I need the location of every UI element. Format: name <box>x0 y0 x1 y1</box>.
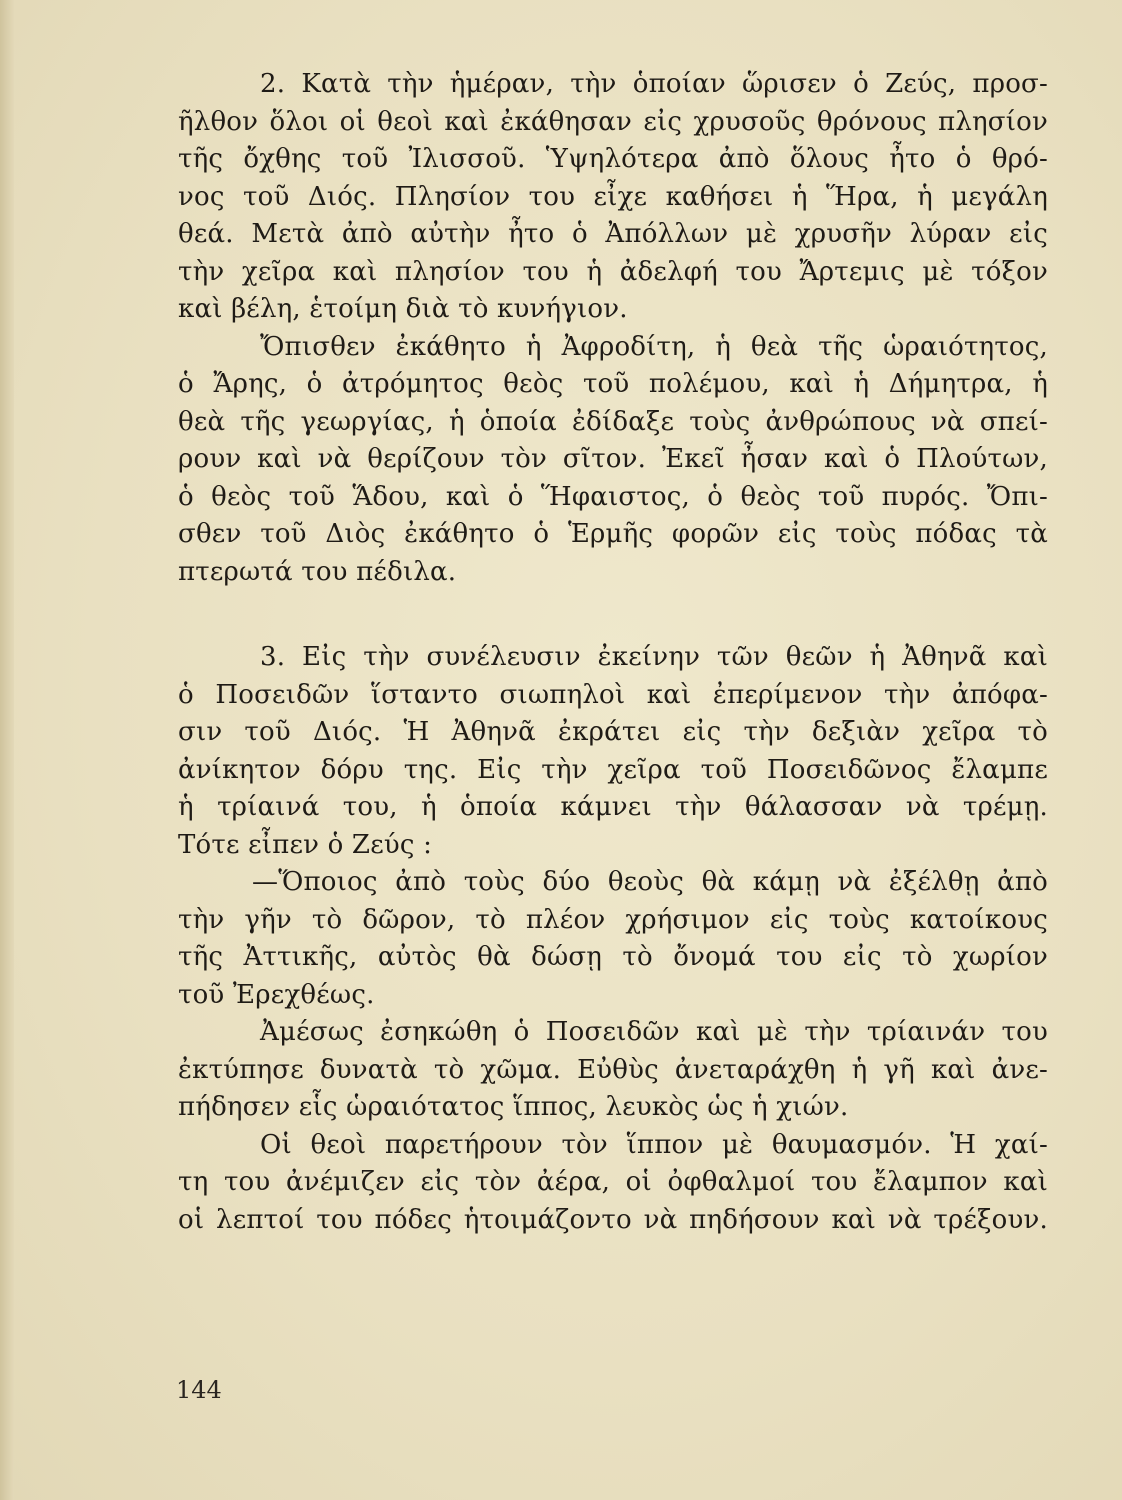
text-line: Οἱ θεοὶ παρετήρουν τὸν ἵππον μὲ θαυμασμόν. Ἡ χαί- <box>260 1129 1048 1160</box>
paragraph-3-1 <box>178 639 1048 864</box>
text-line: 3. Εἰς τὴν συνέλευσιν ἐκείνην τῶν θεῶν ἡ Ἀθηνᾶ καὶ <box>260 642 1048 672</box>
text-line: τῆς Ἀττικῆς, αὐτὸς θὰ δώσῃ τὸ ὄνομά του εἰς τὸ χωρίον <box>178 942 1048 972</box>
text-line: Ὄπισθεν ἐκάθητο ἡ Ἀφροδίτη, ἡ θεὰ τῆς ὡραιότητος, <box>260 331 1048 362</box>
text-line: νος τοῦ Διός. Πλησίον του εἶχε καθήσει ἡ Ἥρα, ἡ μεγάλη <box>178 181 1048 212</box>
text-line: θεά. Μετὰ ἀπὸ αὐτὴν ἦτο ὁ Ἀπόλλων μὲ χρυσῆν λύραν εἰς <box>178 219 1048 249</box>
text-line: ῆλθον ὅλοι οἱ θεοὶ καὶ ἐκάθησαν εἰς χρυσοῦς θρόνους πλησίον <box>178 106 1048 137</box>
text-line: τῆς ὄχθης τοῦ Ἰλισσοῦ. Ὑψηλότερα ἀπὸ ὅλους ἦτο ὁ θρό- <box>178 144 1048 174</box>
text-line: ὁ Ποσειδῶν ἵσταντο σιωπηλοὶ καὶ ἐπερίμενον τὴν ἀπόφα- <box>178 679 1048 710</box>
text-line: τοῦ Ἐρεχθέως. <box>178 979 375 1010</box>
text-line: πήδησεν εἷς ὡραιότατος ἵππος, λευκὸς ὡς ἡ χιών. <box>178 1092 849 1122</box>
text-line: 2. Κατὰ τὴν ἡμέραν, τὴν ὁποίαν ὥρισεν ὁ Ζεύς, προσ- <box>260 69 1048 99</box>
text-line: πτερωτά του πέδιλα. <box>178 556 457 587</box>
paragraph-3-4 <box>178 1127 1048 1240</box>
text-line: σθεν τοῦ Διὸς ἐκάθητο ὁ Ἑρμῆς φορῶν εἰς τοὺς πόδας τὰ <box>178 519 1048 549</box>
page-number: 144 <box>176 1376 222 1404</box>
paragraph-3-2 <box>178 864 1048 1014</box>
text-line: ἀνίκητον δόρυ της. Εἰς τὴν χεῖρα τοῦ Ποσειδῶνος ἔλαμπε <box>178 754 1048 785</box>
text-line: οἱ λεπτοί του πόδες ἡτοιμάζοντο νὰ πηδήσουν καὶ νὰ τρέξουν. <box>178 1204 1048 1235</box>
text-line: σιν τοῦ Διός. Ἡ Ἀθηνᾶ ἐκράτει εἰς τὴν δεξιὰν χεῖρα τὸ <box>178 717 1048 747</box>
text-line: Ἀμέσως ἐσηκώθη ὁ Ποσειδῶν καὶ μὲ τὴν τρίαινάν του <box>260 1017 1048 1047</box>
text-line: ρουν καὶ νὰ θερίζουν τὸν σῖτον. Ἐκεῖ ἦσαν καὶ ὁ Πλούτων, <box>178 444 1048 474</box>
text-line: Τότε εἶπεν ὁ Ζεύς : <box>178 829 433 860</box>
paragraph-3-3 <box>178 1014 1048 1127</box>
text-line: ὁ Ἄρης, ὁ ἀτρόμητος θεὸς τοῦ πολέμου, καὶ ἡ Δήμητρα, ἡ <box>178 369 1048 399</box>
text-line: τη του ἀνέμιζεν εἰς τὸν ἀέρα, οἱ ὀφθαλμοί του ἔλαμπον καὶ <box>178 1167 1048 1197</box>
text-line: ὁ θεὸς τοῦ Ἅδου, καὶ ὁ Ἥφαιστος, ὁ θεὸς τοῦ πυρός. Ὄπι- <box>178 481 1048 512</box>
page-spine-shadow <box>0 0 14 1500</box>
paragraph-2-2 <box>178 329 1048 592</box>
text-line: τὴν χεῖρα καὶ πλησίον του ἡ ἀδελφή του Ἄρτεμις μὲ τόξον <box>178 256 1048 287</box>
paragraph-2-1 <box>178 66 1048 329</box>
text-line: τὴν γῆν τὸ δῶρον, τὸ πλέον χρήσιμον εἰς τοὺς κατοίκους <box>178 904 1048 935</box>
page-text <box>178 66 1048 1239</box>
text-line: ἐκτύπησε δυνατὰ τὸ χῶμα. Εὐθὺς ἀνεταράχθη ἡ γῆ καὶ ἀνε- <box>178 1054 1048 1085</box>
text-line: —Ὅποιος ἀπὸ τοὺς δύο θεοὺς θὰ κάμῃ νὰ ἐξέλθῃ ἀπὸ <box>252 867 1048 897</box>
section-gap <box>178 591 1048 639</box>
text-line: θεὰ τῆς γεωργίας, ἡ ὁποία ἐδίδαξε τοὺς ἀνθρώπους νὰ σπεί- <box>178 406 1048 437</box>
text-line: καὶ βέλη, ἑτοίμη διὰ τὸ κυνήγιον. <box>178 294 628 324</box>
text-line: ἡ τρίαινά του, ἡ ὁποία κάμνει τὴν θάλασσαν νὰ τρέμῃ. <box>178 792 1048 822</box>
